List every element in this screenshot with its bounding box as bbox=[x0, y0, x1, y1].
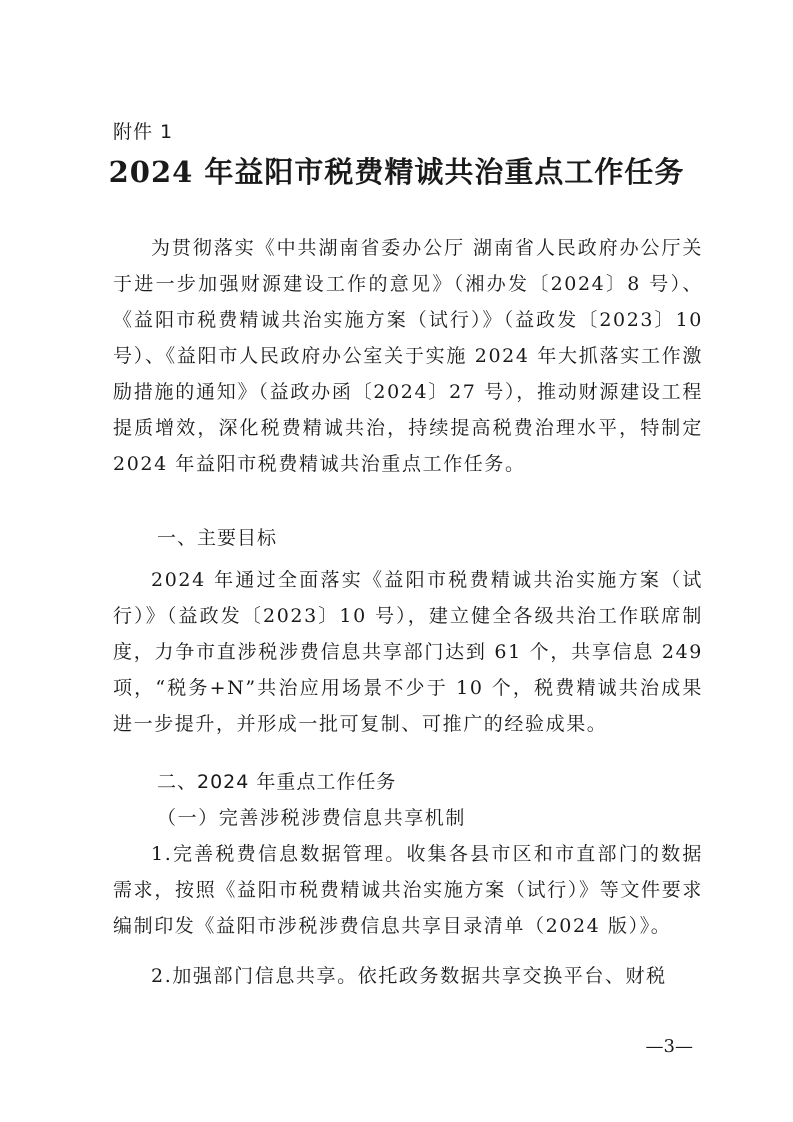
item-2-paragraph: 2.加强部门信息共享。依托政务数据共享交换平台、财税 bbox=[151, 965, 667, 987]
section-1-heading: 一、主要目标 bbox=[157, 527, 278, 549]
section-2-heading: 二、2024 年重点工作任务 bbox=[157, 771, 397, 793]
subsection-1-heading: （一）完善涉税涉费信息共享机制 bbox=[157, 807, 467, 829]
intro-paragraph: 为贯彻落实《中共湖南省委办公厅 湖南省人民政府办公厅关于进一步加强财源建设工作的意见》（湘办发〔2024〕8 号）、《益阳市税费精诚共治实施方案（试行）》（益政发〔2023〕10 号）、《益阳市人民政府办公室关于实施 2024 年大抓落实工作激励措施的通知》（益政办函〔2024〕27 号），推动财源建设工程提质增效，深化税费精诚共治，持续提高税费治理水平，特制定 2024 年益阳市税费精诚共治重点工作任务。 bbox=[113, 237, 703, 475]
document-title: 2024 年益阳市税费精诚共治重点工作任务 bbox=[108, 155, 685, 189]
section-1-paragraph: 2024 年通过全面落实《益阳市税费精诚共治实施方案（试行）》（益政发〔2023〕10 号），建立健全各级共治工作联席制度，力争市直涉税涉费信息共享部门达到 61 个，共享信息 249 项，“税务+N”共治应用场景不少于 10 个，税费精诚共治成果进一步提升，并形成一批可复制、可推广的经验成果。 bbox=[113, 569, 703, 735]
attachment-label: 附件 1 bbox=[113, 121, 174, 143]
page-number: —3— bbox=[645, 1036, 693, 1057]
item-1-paragraph: 1.完善税费信息数据管理。收集各县市区和市直部门的数据需求，按照《益阳市税费精诚共治实施方案（试行）》等文件要求编制印发《益阳市涉税涉费信息共享目录清单（2024 版）》。 bbox=[113, 843, 703, 937]
